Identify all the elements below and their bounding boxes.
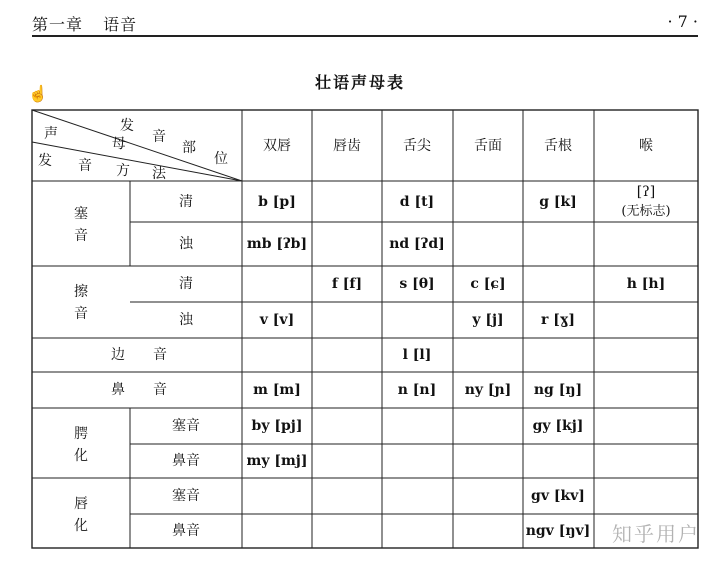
group-label-fricative: 音 <box>74 306 88 322</box>
pointing-hand-icon: ☝ <box>28 84 48 103</box>
table-cell: nd [ʔd] <box>389 236 445 252</box>
table-cell: m [m] <box>253 382 301 398</box>
table-cell: v [v] <box>259 312 295 328</box>
corner-char: 位 <box>214 151 228 167</box>
table-cell: by [pj] <box>251 418 303 434</box>
group-label-stop: 塞 <box>74 206 88 222</box>
corner-char: 发 <box>120 118 134 134</box>
group-label-palatalized: 化 <box>74 448 88 464</box>
group-label-fricative: 擦 <box>74 284 88 300</box>
page-number: · 7 · <box>667 12 698 31</box>
row-label-nasal: 鼻音 <box>172 453 200 469</box>
table-cell: gy [kj] <box>532 418 584 434</box>
table-cell: c [ɕ] <box>470 276 506 292</box>
group-label-labialized: 化 <box>74 518 88 534</box>
row-label-voiceless: 清 <box>179 194 193 210</box>
column-header: 舌根 <box>544 138 572 154</box>
row-label-stop: 塞音 <box>172 488 200 504</box>
table-cell: ny [ɲ] <box>464 382 512 398</box>
group-label-lateral: 音 <box>153 347 167 363</box>
row-label-nasal: 鼻音 <box>172 523 200 539</box>
table-cell: my [mj] <box>246 453 308 469</box>
table-cell: f [f] <box>331 276 363 292</box>
table-cell: n [n] <box>397 382 437 398</box>
table-title: 壮语声母表 <box>314 73 405 92</box>
group-label-lateral: 边 <box>111 347 125 363</box>
corner-char: 方 <box>116 163 130 179</box>
table-grid <box>32 110 698 548</box>
row-label-voiceless: 清 <box>179 276 193 292</box>
row-label-voiced: 浊 <box>179 312 193 328</box>
table-cell: r [ɣ] <box>541 312 575 328</box>
watermark: 知乎用户 <box>612 522 700 546</box>
corner-char: 音 <box>152 129 166 145</box>
column-header: 舌面 <box>474 138 502 154</box>
table-cell: d [t] <box>399 194 435 210</box>
table-cell: b [p] <box>258 194 296 210</box>
corner-char: 发 <box>38 153 52 169</box>
corner-char: 音 <box>78 158 92 174</box>
corner-char: 部 <box>182 140 196 156</box>
table-cell: mb [ʔb] <box>246 236 308 252</box>
row-label-voiced: 浊 <box>179 236 193 252</box>
row-label-stop: 塞音 <box>172 418 200 434</box>
column-header: 唇齿 <box>333 138 361 154</box>
table-cell: gv [kv] <box>531 488 585 504</box>
table-cell: (无标志) <box>621 204 671 219</box>
group-label-palatalized: 腭 <box>74 426 88 442</box>
group-label-nasal: 鼻 <box>111 382 125 398</box>
table-cell: h [h] <box>626 276 666 292</box>
chapter-label: 第一章 <box>32 15 84 34</box>
table-cell: y [j] <box>472 312 504 328</box>
group-label-stop: 音 <box>74 228 88 244</box>
group-label-nasal: 音 <box>153 382 167 398</box>
group-label-labialized: 唇 <box>74 496 88 512</box>
table-cell: [ʔ] <box>636 184 656 200</box>
corner-header <box>38 118 228 182</box>
table-cell: ngv [ŋv] <box>525 523 591 539</box>
table-cell: ng [ŋ] <box>533 382 583 398</box>
corner-char: 声 <box>44 126 58 142</box>
table-cell: s [θ] <box>399 276 435 292</box>
column-header: 舌尖 <box>403 138 431 154</box>
corner-char: 法 <box>152 166 166 182</box>
section-label: 语音 <box>103 15 138 34</box>
column-header: 喉 <box>639 138 653 154</box>
table-cell: g [k] <box>539 194 577 210</box>
row-labels <box>74 194 200 539</box>
table-cells <box>247 184 671 539</box>
table-cell: l [l] <box>402 347 432 363</box>
column-header: 双唇 <box>263 138 291 154</box>
corner-char: 母 <box>112 136 126 152</box>
